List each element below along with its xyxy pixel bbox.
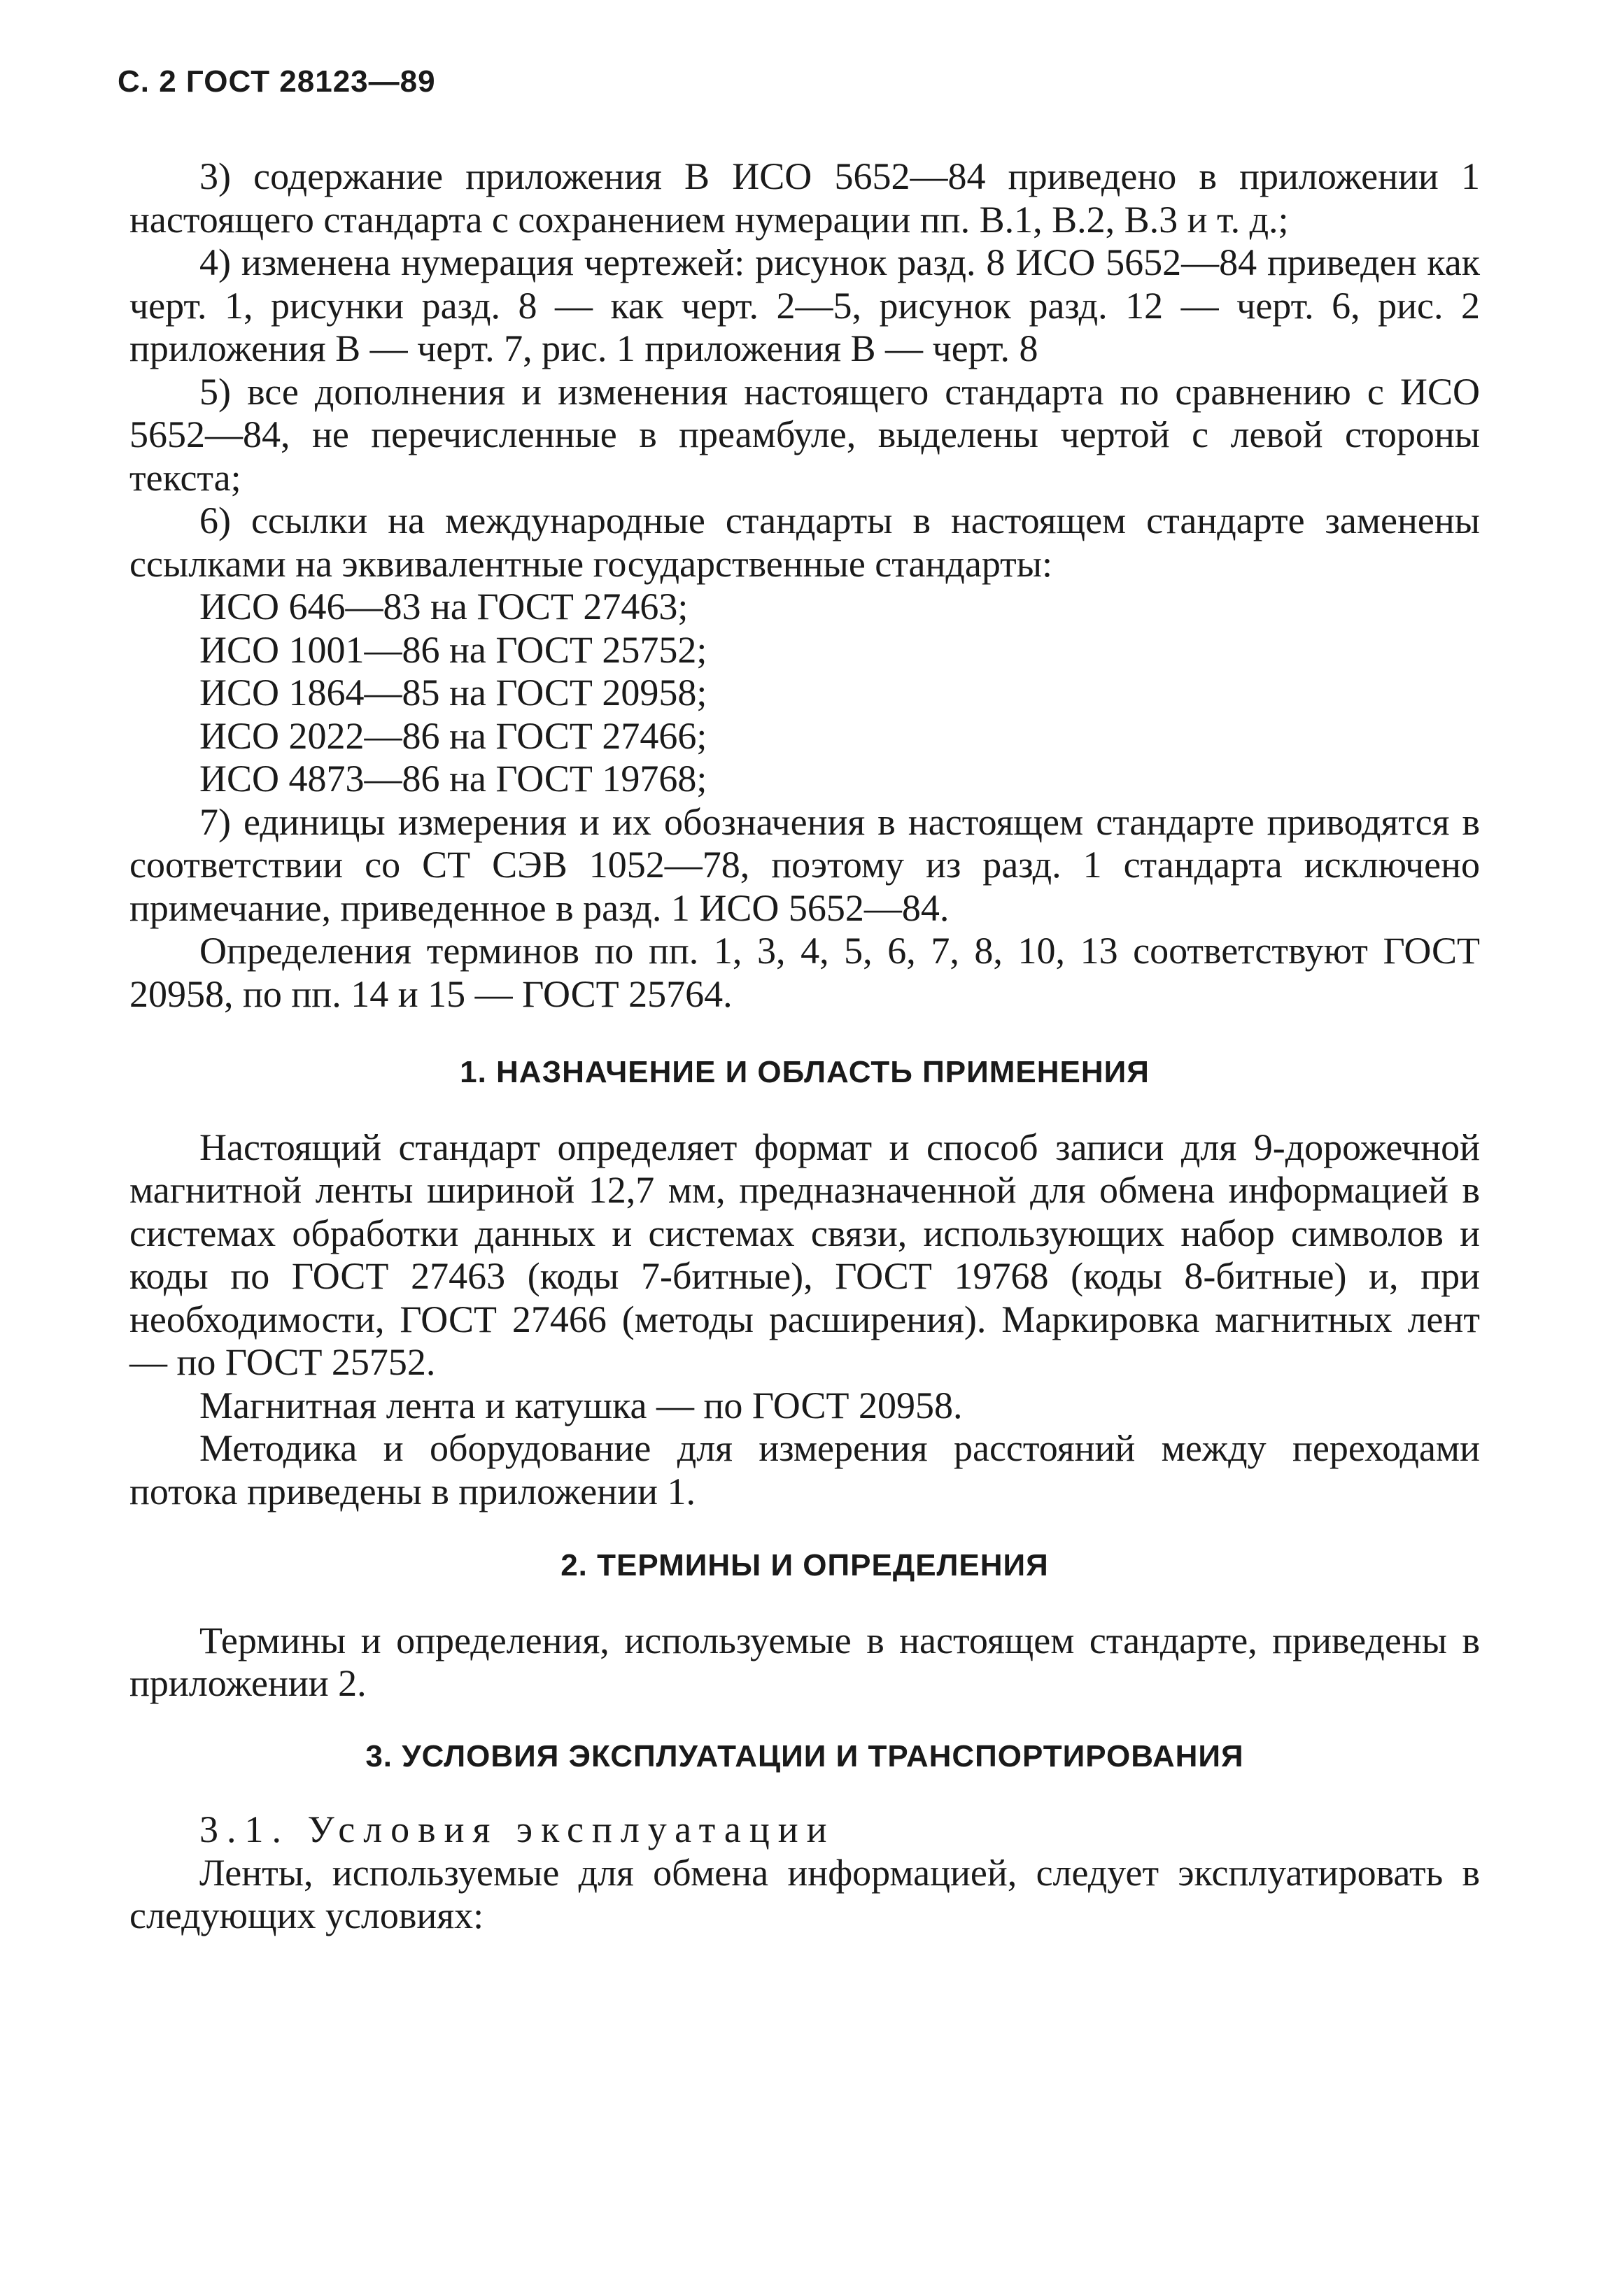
page-content — [129, 155, 1480, 1938]
intro-item-3: 3) содержание приложения В ИСО 5652—84 приведено в приложении 1 настоящего стандарта с сохранением нумерации пп. В.1, В.2, В.3 и т. д.; — [129, 155, 1480, 241]
section-1-paragraph-2: Магнитная лента и катушка — по ГОСТ 20958. — [199, 1384, 963, 1426]
page-header: С. 2 ГОСТ 28123—89 — [118, 64, 436, 99]
reference-item: ИСО 1864—85 на ГОСТ 20958; — [199, 672, 707, 714]
intro-item-4: 4) изменена нумерация чертежей: рисунок разд. 8 ИСО 5652—84 приведен как черт. 1, рисунки разд. 8 — как черт. 2—5, рисунок разд. 12 — черт. 6, рис. 2 приложения В — черт. 7, рис. 1 приложения В — черт. 8 — [129, 241, 1480, 369]
reference-item: ИСО 1001—86 на ГОСТ 25752; — [199, 628, 707, 671]
subsection-3-1-heading: 3.1. Условия эксплуатации — [199, 1808, 835, 1850]
reference-list — [129, 586, 1480, 801]
reference-item: ИСО 2022—86 на ГОСТ 27466; — [199, 714, 707, 757]
section-1-paragraph-1: Настоящий стандарт определяет формат и способ записи для 9-дорожечной магнитной ленты шириной 12,7 мм, предназначенной для обмена информацией в системах обработки данных и системах связи, использующих набор символов и коды по ГОСТ 27463 (коды 7-битные), ГОСТ 19768 (коды 8-битные) и, при необходимости, ГОСТ 27466 (методы расширения). Маркировка магнитных лент — по ГОСТ 25752. — [129, 1126, 1480, 1383]
section-1-heading: 1. НАЗНАЧЕНИЕ И ОБЛАСТЬ ПРИМЕНЕНИЯ — [460, 1055, 1150, 1089]
section-3-paragraph-1: Ленты, используемые для обмена информацией, следует эксплуатировать в следующих условиях: — [129, 1851, 1480, 1936]
intro-item-6: 6) ссылки на международные стандарты в настоящем стандарте заменены ссылками на эквивалентные государственные стандарты: — [129, 499, 1480, 585]
section-2-paragraph-1: Термины и определения, используемые в настоящем стандарте, приведены в приложении 2. — [129, 1619, 1480, 1704]
reference-item: ИСО 646—83 на ГОСТ 27463; — [199, 586, 689, 628]
intro-item-7: 7) единицы измерения и их обозначения в настоящем стандарте приводятся в соответствии со СТ СЭВ 1052—78, поэтому из разд. 1 стандарта исключено примечание, приведенное в разд. 1 ИСО 5652—84. — [129, 800, 1480, 929]
section-3-heading: 3. УСЛОВИЯ ЭКСПЛУАТАЦИИ И ТРАНСПОРТИРОВАНИЯ — [365, 1738, 1244, 1773]
section-1-paragraph-3: Методика и оборудование для измерения расстояний между переходами потока приведены в приложении 1. — [129, 1427, 1480, 1512]
reference-item: ИСО 4873—86 на ГОСТ 19768; — [199, 758, 707, 800]
intro-item-5: 5) все дополнения и изменения настоящего стандарта по сравнению с ИСО 5652—84, не перечисленные в преамбуле, выделены чертой с левой стороны текста; — [129, 370, 1480, 499]
definitions-note: Определения терминов по пп. 1, 3, 4, 5, 6, 7, 8, 10, 13 соответствуют ГОСТ 20958, по пп. 14 и 15 — ГОСТ 25764. — [129, 930, 1480, 1015]
section-2-heading: 2. ТЕРМИНЫ И ОПРЕДЕЛЕНИЯ — [560, 1548, 1049, 1582]
